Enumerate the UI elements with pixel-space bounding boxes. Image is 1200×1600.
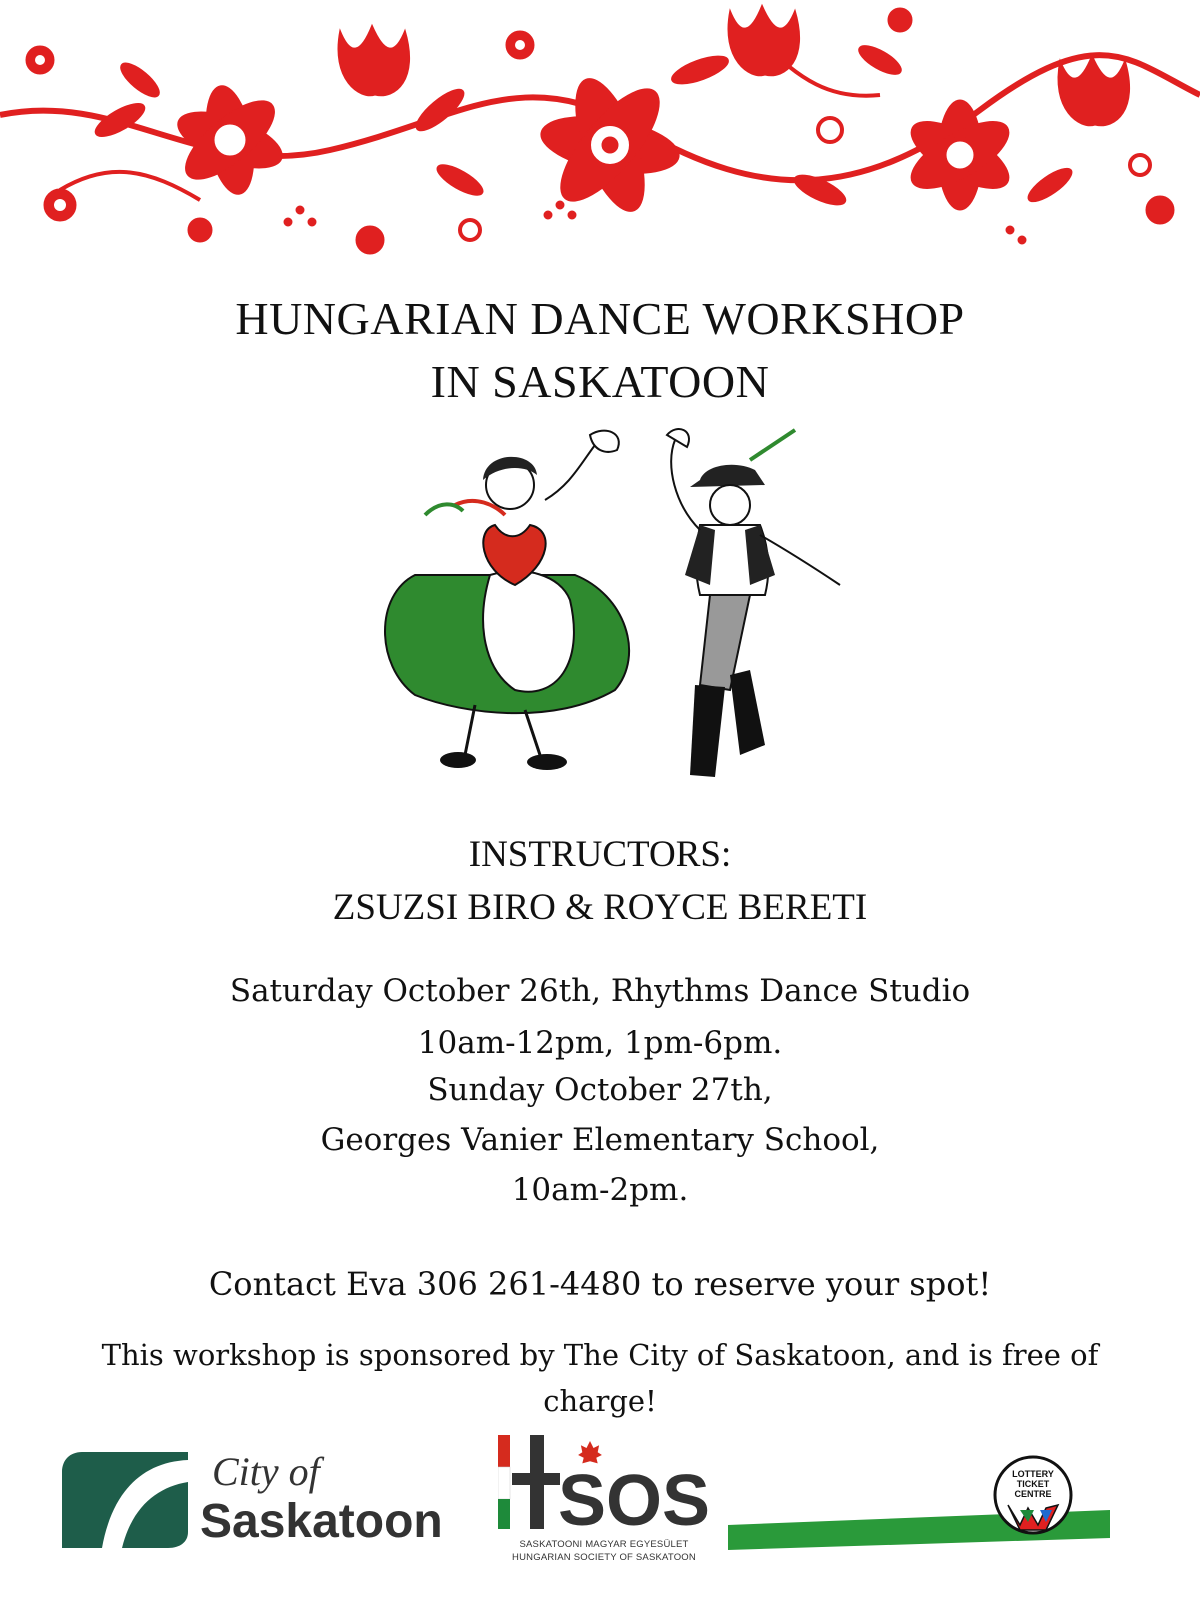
schedule-line: 10am-2pm. bbox=[511, 1172, 689, 1208]
city-of-saskatoon-logo bbox=[62, 1448, 482, 1568]
schedule-line: Georges Vanier Elementary School, bbox=[320, 1122, 880, 1158]
floral-border-decoration bbox=[0, 0, 1200, 270]
page-title-line2: IN SASKATOON bbox=[430, 356, 770, 407]
female-dancer-figure bbox=[385, 431, 629, 770]
page-title-line1: HUNGARIAN DANCE WORKSHOP bbox=[235, 293, 965, 344]
city-name-label: Saskatoon bbox=[200, 1495, 443, 1548]
sponsor-note: This workshop is sponsored by The City of Saskatoon, and is free of charge! bbox=[101, 1338, 1099, 1418]
hsos-mark-icon bbox=[498, 1435, 710, 1530]
hsos-text: SOS bbox=[558, 1461, 710, 1530]
hsos-subtitle-hungarian: SASKATOONI MAGYAR EGYESÜLET bbox=[519, 1539, 689, 1550]
instructors-names: ZSUZSI BIRO & ROYCE BERETI bbox=[332, 887, 868, 928]
lottery-ticket-centre-logo bbox=[728, 1450, 1110, 1550]
svg-text:CENTRE: CENTRE bbox=[1014, 1489, 1052, 1499]
schedule-line: Saturday October 26th, Rhythms Dance Studio bbox=[229, 973, 971, 1009]
male-dancer-figure bbox=[667, 429, 840, 777]
svg-text:TICKET: TICKET bbox=[1016, 1479, 1050, 1489]
dancers-illustration bbox=[355, 425, 855, 795]
city-emblem-icon bbox=[62, 1452, 188, 1548]
schedule-line: Sunday October 27th, bbox=[427, 1072, 773, 1108]
schedule-line: 10am-12pm, 1pm-6pm. bbox=[417, 1025, 783, 1061]
city-of-label: City of bbox=[212, 1449, 320, 1494]
hsos-subtitle-english: HUNGARIAN SOCIETY OF SASKATOON bbox=[512, 1552, 696, 1563]
instructors-heading: INSTRUCTORS: bbox=[468, 834, 732, 875]
hsos-logo bbox=[498, 1435, 710, 1575]
contact-info: Contact Eva 306 261-4480 to reserve your spot! bbox=[208, 1265, 992, 1303]
svg-text:LOTTERY: LOTTERY bbox=[1012, 1469, 1054, 1479]
